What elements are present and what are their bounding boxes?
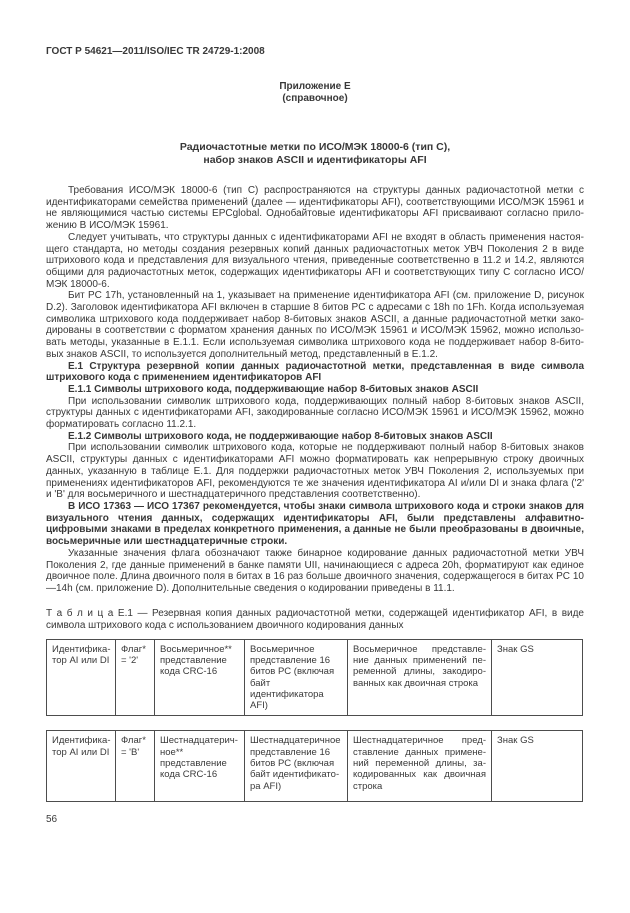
page-title-line1: Радиочастотные метки по ИСО/МЭК 18000-6 (тип С),: [179, 141, 451, 153]
cell-crc: Восьмеричное** представление кода CRC-16: [155, 639, 245, 716]
paragraph-flag: Указанные значения флага обозначают также бинарное кодирование данных радиочастотной метки УВЧ Поколения 2, где данные применений в банке памяти UII, начинающиеся с адреса 20h, форматируют как единое двоичное поле. Длина двоичного поля в битах в 16 раз больше двоичного значения, содержащегося в битах PC 10—14h (см. приложение D). Дополнительные сведения о кодировании приведены в 11.1.: [46, 547, 584, 594]
cell-app-data: Шестнадцатеричное представление данных применений переменной длины, закодированных как двоичная строка: [348, 731, 492, 802]
page-title-line2: набор знаков ASCII и идентификаторы AFI: [203, 154, 427, 166]
cell-flag: Флаг* = '2': [116, 639, 155, 716]
cell-crc: Шестнадцатеричное** представление кода CRC-16: [155, 731, 245, 802]
cell-pc-bits: Восьмеричное представление 16 битов PC (включая байт идентификатора AFI): [245, 639, 348, 716]
table-e1-hex: [46, 730, 583, 802]
heading-e1: Е.1 Структура резервной копии данных радиочастотной метки, представленная в виде символа штрихового кода с применением идентификаторов AFI: [46, 360, 584, 384]
heading-e1-2: Е.1.2 Символы штрихового кода, не поддерживающие набор 8-битовых знаков ASCII: [68, 430, 493, 442]
heading-e1-1: Е.1.1 Символы штрихового кода, поддерживающие набор 8-битовых знаков ASCII: [68, 383, 479, 395]
cell-identifier: Идентификатор AI или DI: [47, 731, 116, 802]
document-header: ГОСТ Р 54621—2011/ISO/IEC TR 24729-1:2008: [46, 46, 265, 57]
paragraph-pc-bit: Бит PC 17h, установленный на 1, указывает на применение идентификатора AFI (см. приложение D, рисунок D.2). Заголовок идентификатора AFI включен в старшие 8 битов PC с адресами с 18h по 1Fh. Когда используемая символика штрихового кода поддерживает набор 8-битовых знаков ASCII, а данные радиочастотной метки закодированы в соответствии с форматом хранения данных по ИСО/МЭК 15961 и ИСО/МЭК 15962, можно использовать методы, указанные в Е.1.1. Если используемая символика штрихового кода не поддерживает набор 8-битовых знаков ASCII, то используется дополнительный метод, представленный в Е.1.2.: [46, 290, 584, 360]
cell-gs: Знак GS: [492, 731, 583, 802]
table-caption: Т а б л и ц а Е.1 — Резервная копия данных радиочастотной метки, содержащей идентификатор AFI, в виде символа штрихового кода с использованием двоичного кодирования данных: [46, 607, 584, 631]
paragraph-intro-1: Требования ИСО/МЭК 18000-6 (тип С) распространяются на структуры данных радиочастотной метки с идентификаторами семейства применений (далее — идентификаторы AFI), соответствующими ИСО/МЭК 15961 и не являющимися частью системы EPCglobal. Однобайтовые идентификаторы AFI присваивают согласно приложению В ИСО/МЭК 15961.: [46, 185, 584, 232]
page-number: 56: [46, 814, 58, 826]
paragraph-iso-17363: В ИСО 17363 — ИСО 17367 рекомендуется, чтобы знаки символа штрихового кода и строки знаков для визуального чтения данных, содержащих идентификаторы AFI, были представлены алфавитно-цифровыми знаками в пределах конкретного применения, а данные не были преобразованы в двоичные, восьмеричные или шестнадцатеричные строки.: [46, 500, 584, 548]
table-row: [47, 639, 583, 716]
cell-gs: Знак GS: [492, 639, 583, 716]
page-title: [46, 141, 584, 167]
paragraph-e1-2: При использовании символик штрихового кода, которые не поддерживают полный набор 8-битовых знаков ASCII, структуры данных с идентификаторами AFI можно форматировать как непрерывную строку двоичных данных, указанную в таблице Е.1. Для поддержки радиочастотных меток УВЧ Поколения 2, используемых при применениях идентификаторов AFI, рекомендуются те же значения идентификатора AI и/или DI и знака флага ('2' и 'B' для восьмеричного и шестнадцатеричного представления соответственно).: [46, 442, 584, 501]
document-body: [46, 185, 584, 595]
paragraph-e1-1: При использовании символик штрихового кода, поддерживающих полный набор 8-битовых знаков ASCII, структуры данных с идентификаторами AFI, закодированные согласно ИСО/МЭК 15961 и ИСО/МЭК 15962, можно форматировать согласно 11.2.1.: [46, 395, 584, 431]
appendix-type-label: (справочное): [282, 93, 348, 104]
cell-pc-bits: Шестнадцатеричное представление 16 битов PC (включая байт идентификатора AFI): [245, 731, 348, 802]
cell-flag: Флаг* = 'B': [116, 731, 155, 802]
paragraph-intro-2: Следует учитывать, что структуры данных с идентификаторами AFI не входят в область применения настоящего стандарта, но методы создания резервных копий данных радиочастотных меток УВЧ Поколения 2 в виде штрихового кода и представления для визуального чтения, приведенные соответственно в 11.2 и 14.2, являются общими для радиочастотных меток, содержащих идентификаторы AFI и соответствующих типу С согласно ИСО/МЭК 18000-6.: [46, 231, 584, 290]
table-row: [47, 731, 583, 802]
appendix-block: [46, 81, 584, 105]
appendix-label: Приложение Е: [279, 81, 351, 92]
cell-identifier: Идентификатор AI или DI: [47, 639, 116, 716]
table-e1-octal: [46, 639, 583, 717]
cell-app-data: Восьмеричное представление данных применений переменной длины, закодированных как двоичная строка: [348, 639, 492, 716]
